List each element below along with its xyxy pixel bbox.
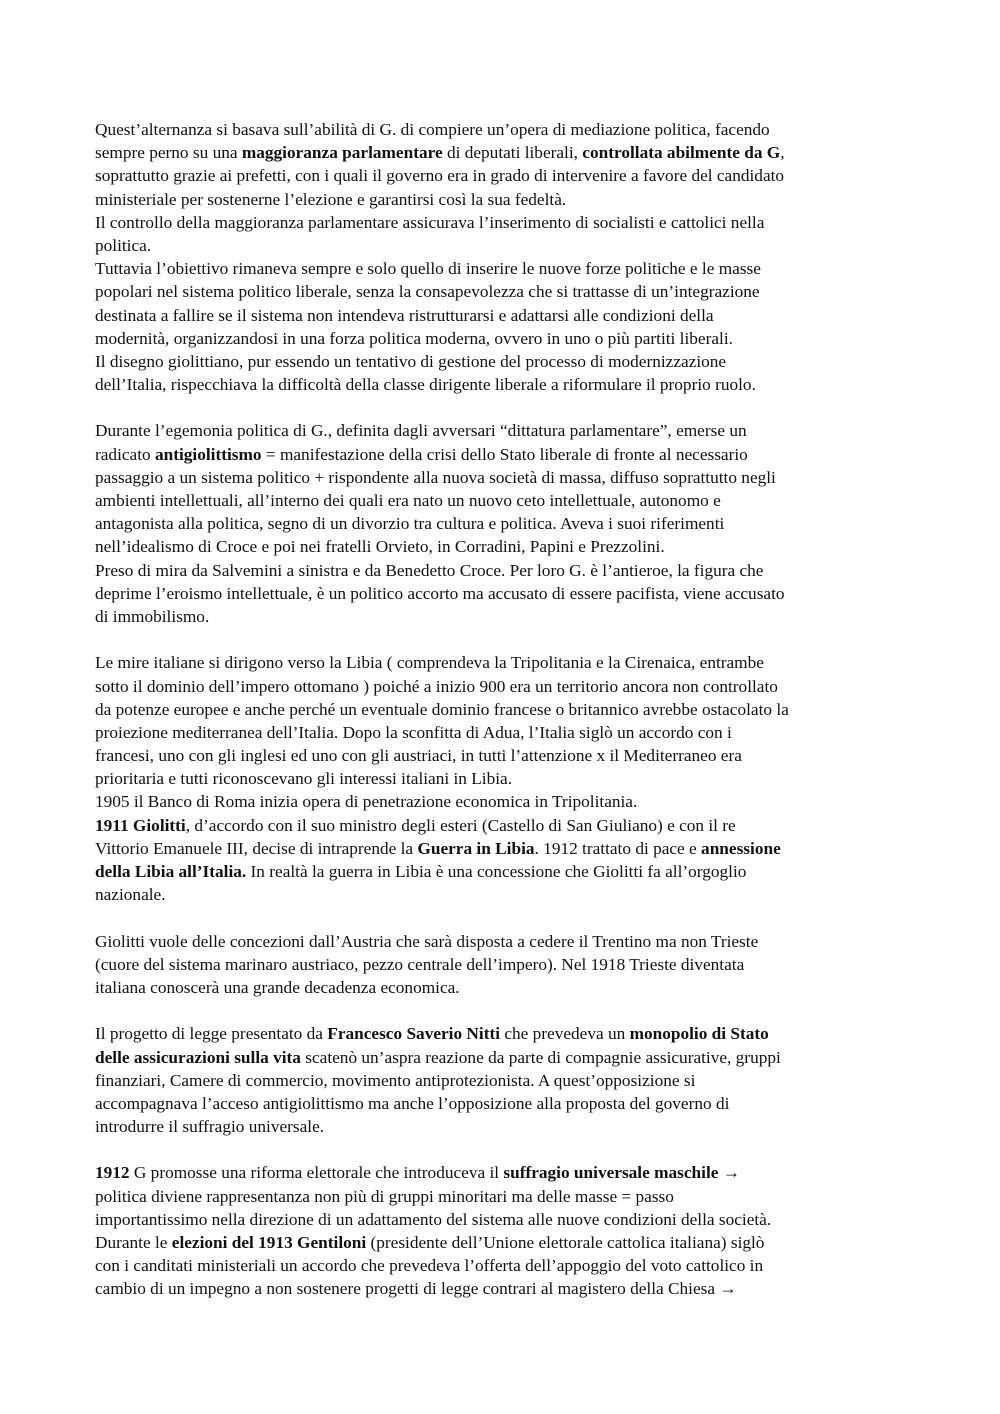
text-run: proiezione mediterranea dell’Italia. Dopo la sconfitta di Adua, l’Italia siglò un accordo con i <box>95 722 732 742</box>
text-line <box>95 1185 907 1208</box>
text-line <box>95 930 907 953</box>
paragraph-spacer <box>95 628 907 651</box>
text-run: Il disegno giolittiano, pur essendo un tentativo di gestione del processo di modernizzazione <box>95 351 727 371</box>
text-run: dell’Italia, rispecchiava la difficoltà della classe dirigente liberale a riformulare il proprio ruolo. <box>95 375 756 395</box>
text-run: In realtà la guerra in Libia è una concessione che Giolitti fa all’orgoglio <box>246 862 747 881</box>
text-line <box>95 1069 907 1092</box>
document-body <box>95 118 907 1301</box>
text-run: italiana conoscerà una grande decadenza economica. <box>95 977 460 997</box>
text-run: Durante l’egemonia politica di G., definita dagli avversari “dittatura parlamentare”, emerse un <box>95 421 747 441</box>
text-line <box>95 1046 907 1069</box>
text-line <box>95 721 907 744</box>
text-line <box>95 489 907 512</box>
text-run: da potenze europee e anche perché un eventuale dominio francese o britannico avrebbe ostacolato la <box>95 699 789 719</box>
text-line <box>95 559 907 582</box>
text-run: popolari nel sistema politico liberale, senza la consapevolezza che si trattasse di un’integrazione <box>95 282 760 302</box>
text-line <box>95 1254 907 1277</box>
text-line <box>95 582 907 605</box>
paragraph <box>95 419 907 628</box>
text-run: Giolitti vuole delle concezioni dall’Austria che sarà disposta a cedere il Trentino ma non Trieste <box>95 931 759 951</box>
bold-text: antigiolittismo <box>154 444 262 464</box>
text-run: ambienti intellettuali, all’interno dei quali era nato un nuovo ceto intellettuale, autonomo e <box>95 491 721 510</box>
text-line <box>95 1161 907 1184</box>
bold-text: Guerra in Libia <box>417 838 535 858</box>
text-run: di immobilismo. <box>95 606 210 626</box>
text-line <box>95 1092 907 1115</box>
text-run: passaggio a un sistema politico + rispondente alla nuova società di massa, diffuso soprattutto negli <box>95 467 776 487</box>
text-run: sempre perno su una <box>95 143 242 163</box>
text-run: , d’accordo con il suo ministro degli esteri (Castello di San Giuliano) e con il re <box>185 815 736 835</box>
text-line <box>95 164 907 187</box>
text-line <box>95 814 907 837</box>
text-line <box>95 675 907 698</box>
text-line <box>95 953 907 976</box>
text-line <box>95 419 907 442</box>
paragraph <box>95 930 907 1000</box>
text-run: G promosse una riforma elettorale che introduceva il <box>129 1163 504 1183</box>
text-line <box>95 790 907 813</box>
text-run: (presidente dell’Unione elettorale cattolica italiana) siglò <box>366 1233 765 1252</box>
text-run: politica. <box>95 235 152 255</box>
text-run: accompagnava l’acceso antigiolittismo ma anche l’opposizione alla proposta del governo di <box>95 1093 730 1113</box>
bold-text: suffragio universale maschile <box>503 1163 719 1183</box>
text-line <box>95 1231 907 1254</box>
text-run: politica diviene rappresentanza non più di gruppi minoritari ma delle masse = passo <box>95 1186 674 1206</box>
text-run: , <box>780 143 785 163</box>
text-line <box>95 1022 907 1045</box>
text-run: destinata a fallire se il sistema non intendeva ristrutturarsi e adattarsi alle condizioni della <box>95 305 714 325</box>
text-run: nell’idealismo di Croce e poi nei fratelli Orvieto, in Corradini, Papini e Prezzolini. <box>95 537 665 557</box>
text-run: importantissimo nella direzione di un adattamento del sistema alle nuove condizioni della società. <box>95 1209 772 1229</box>
text-line <box>95 744 907 767</box>
paragraph-spacer <box>95 999 907 1022</box>
text-run: Quest’alternanza si basava sull’abilità di G. di compiere un’opera di mediazione politica, facendo <box>95 120 770 139</box>
text-run: di deputati liberali, <box>442 143 583 163</box>
bold-text: elezioni del 1913 Gentiloni <box>171 1233 367 1252</box>
text-run: introdurre il suffragio universale. <box>95 1117 325 1137</box>
text-line <box>95 188 907 211</box>
text-line <box>95 698 907 721</box>
text-line <box>95 304 907 327</box>
text-run: con i canditati ministeriali un accordo che prevedeva l’offerta dell’appoggio del voto cattolico in <box>95 1256 764 1276</box>
text-run: che prevedeva un <box>500 1024 630 1044</box>
text-run: ministeriale per sostenerne l’elezione e garantirsi così la sua fedeltà. <box>95 189 567 209</box>
paragraph <box>95 1022 907 1138</box>
text-run: sotto il dominio dell’impero ottomano ) poiché a inizio 900 era un territorio ancora non controllato <box>95 676 778 696</box>
paragraph-spacer <box>95 1138 907 1161</box>
paragraph <box>95 118 907 396</box>
paragraph-spacer <box>95 906 907 929</box>
text-run: Le mire italiane si dirigono verso la Libia ( comprendeva la Tripolitania e la Cirenaica, entrambe <box>95 653 764 673</box>
bold-text: maggioranza parlamentare <box>241 143 443 163</box>
text-line <box>95 466 907 489</box>
text-line <box>95 1115 907 1138</box>
text-line <box>95 512 907 535</box>
text-run: Il controllo della maggioranza parlamentare assicurava l’inserimento di socialisti e cattolici nella <box>95 212 765 232</box>
text-run: Preso di mira da Salvemini a sinistra e da Benedetto Croce. Per loro G. è l’antieroe, la figura che <box>95 560 764 580</box>
text-run: antagonista alla politica, segno di un divorzio tra cultura e politica. Aveva i suoi riferimenti <box>95 514 725 534</box>
text-run: prioritaria e tutti riconoscevano gli interessi italiani in Libia. <box>95 769 513 789</box>
bold-text: delle assicurazioni sulla vita <box>95 1047 301 1067</box>
text-run: scatenò un’aspra reazione da parte di compagnie assicurative, gruppi <box>300 1047 781 1067</box>
text-line <box>95 651 907 674</box>
text-run: modernità, organizzandosi in una forza politica moderna, ovvero in uno o più partiti liberali. <box>95 328 733 348</box>
text-run: cambio di un impegno a non sostenere progetti di legge contrari al magistero della Chiesa → <box>95 1279 737 1299</box>
text-run: nazionale. <box>95 885 166 905</box>
bold-text: controllata abilmente da G <box>582 143 781 163</box>
text-line <box>95 443 907 466</box>
text-line <box>95 327 907 350</box>
text-run: Tuttavia l’obiettivo rimaneva sempre e solo quello di inserire le nuove forze politiche e le masse <box>95 259 761 279</box>
text-line <box>95 257 907 280</box>
text-run: Il progetto di legge presentato da <box>95 1024 328 1044</box>
bold-text: Francesco Saverio Nitti <box>327 1024 501 1044</box>
text-line <box>95 234 907 257</box>
text-run: finanziari, Camere di commercio, movimento antiprotezionista. A quest’opposizione si <box>95 1070 696 1090</box>
text-line <box>95 373 907 396</box>
text-run: (cuore del sistema marinaro austriaco, pezzo centrale dell’impero). Nel 1918 Trieste diventata <box>95 954 745 974</box>
bold-text: 1912 <box>95 1163 130 1183</box>
paragraph <box>95 1161 907 1300</box>
text-line <box>95 605 907 628</box>
text-run: = manifestazione della crisi dello Stato liberale di fronte al necessario <box>261 444 748 464</box>
text-line <box>95 118 907 141</box>
text-line <box>95 1277 907 1300</box>
text-run: soprattutto grazie ai prefetti, con i quali il governo era in grado di intervenire a favore del candidato <box>95 166 785 186</box>
text-line <box>95 141 907 164</box>
text-line <box>95 976 907 999</box>
text-line <box>95 535 907 558</box>
text-line <box>95 280 907 303</box>
text-line <box>95 883 907 906</box>
text-line <box>95 767 907 790</box>
bold-text: della Libia all’Italia. <box>95 862 247 881</box>
text-run: 1905 il Banco di Roma inizia opera di penetrazione economica in Tripolitania. <box>95 792 638 812</box>
bold-text: 1911 Giolitti <box>95 815 186 835</box>
text-line <box>95 860 907 883</box>
paragraph-spacer <box>95 396 907 419</box>
text-run: Vittorio Emanuele III, decise di intraprende la <box>95 838 418 858</box>
text-line <box>95 211 907 234</box>
text-run: francesi, uno con gli inglesi ed uno con gli austriaci, in tutti l’attenzione x il Mediterraneo era <box>95 746 742 766</box>
text-line <box>95 837 907 860</box>
text-run: → <box>718 1163 741 1183</box>
bold-text: annessione <box>701 838 781 858</box>
text-run: . 1912 trattato di pace e <box>534 838 702 858</box>
text-line <box>95 1208 907 1231</box>
bold-text: monopolio di Stato <box>629 1024 769 1044</box>
text-run: radicato <box>95 444 155 464</box>
text-run: deprime l’eroismo intellettuale, è un politico accorto ma accusato di essere pacifista, viene accusato <box>95 583 785 603</box>
text-run: Durante le <box>95 1233 172 1252</box>
text-line <box>95 350 907 373</box>
paragraph <box>95 651 907 906</box>
